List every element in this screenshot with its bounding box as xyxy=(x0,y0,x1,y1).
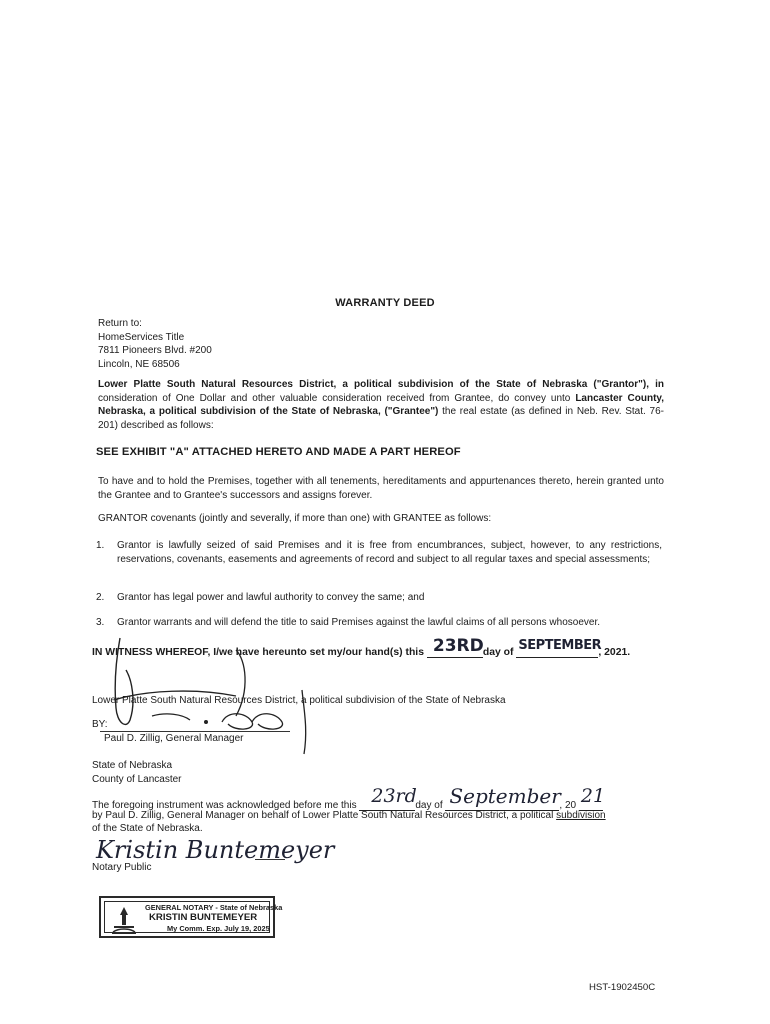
return-to-block xyxy=(98,317,212,371)
grantee-name-a: Lancaster xyxy=(575,392,623,404)
habendum-paragraph: To have and to hold the Premises, together with all tenements, hereditaments and appurtenances thereto, herein granted unto the Grantee and to Grantee's successors and assigns forever. xyxy=(98,476,664,501)
signatory-name: Paul D. Zillig, General Manager xyxy=(104,733,244,744)
ack-line2-underlined: subdivision xyxy=(556,810,606,821)
witness-year: , 2021. xyxy=(598,647,631,658)
grantor-clause: Lower Platte South Natural Resources District, a political subdivision of the State of Nebraska ("Grantor"), in xyxy=(98,379,664,390)
ack-year-handwritten: 21 xyxy=(580,785,606,807)
notary-signature: Kristin Buntemeyer xyxy=(96,836,335,864)
ack-prefix: The foregoing instrument was acknowledged before me this xyxy=(92,800,357,811)
seal-commission-expiry: My Comm. Exp. July 19, 2025 xyxy=(167,924,270,933)
venue-county: County of Lancaster xyxy=(92,773,182,785)
covenant-number: 3. xyxy=(96,617,105,628)
return-to-city: Lincoln, NE 68506 xyxy=(98,358,180,370)
covenant-text: Grantor is lawfully seized of said Premises and it is free from encumbrances, subject, however, to any restrictions, reservations, covenants, easements and agreements of record and subject to all regular taxes and special assessments; xyxy=(117,540,662,565)
ack-day-handwritten: 23rd xyxy=(371,785,417,807)
notary-public-label: Notary Public xyxy=(92,862,152,873)
covenants-intro: GRANTOR covenants (jointly and severally, if more than one) with GRANTEE as follows: xyxy=(98,513,492,524)
grantee-name-b: County, Nebraska, a political subdivision of the State of Nebraska, ("Grantee") xyxy=(98,392,664,417)
witness-day-of: day of xyxy=(482,647,514,658)
ack-year-prefix: , 20 xyxy=(559,800,577,811)
covenant-text: Grantor warrants and will defend the title to said Premises against the lawful claims of all persons whosoever. xyxy=(117,617,601,628)
ack-year-line xyxy=(579,785,606,811)
covenant-number: 2. xyxy=(96,592,105,603)
ack-line2-text: by Paul D. Zillig, General Manager on behalf of Lower Platte South Natural Resources District, a political xyxy=(92,810,554,821)
conveyance-paragraph xyxy=(98,378,664,432)
ack-day-line xyxy=(359,785,417,811)
acknowledgment-line-3: of the State of Nebraska. xyxy=(92,823,203,834)
venue-block xyxy=(92,759,182,786)
state-seal-icon xyxy=(111,905,137,935)
return-to-label: Return to: xyxy=(98,318,142,329)
covenant-text: Grantor has legal power and lawful authority to convey the same; and xyxy=(117,592,425,603)
consideration-clause: consideration of One Dollar and other valuable consideration received from Grantee, do convey unto xyxy=(98,392,571,404)
grantor-entity-line: Lower Platte South Natural Resources District, a political subdivision of the State of Nebraska xyxy=(92,695,506,706)
signature-line xyxy=(100,731,290,732)
return-to-street: 7811 Pioneers Blvd. #200 xyxy=(98,345,212,357)
witness-day-handwritten: 23RD xyxy=(432,636,484,656)
witness-month-handwritten: SEPTEMBER xyxy=(518,638,602,653)
acknowledgment-line-2 xyxy=(92,810,606,821)
witness-day-line xyxy=(427,636,484,658)
exhibit-heading: SEE EXHIBIT "A" ATTACHED HERETO AND MADE A PART HEREOF xyxy=(96,446,461,458)
ack-day-of: day of xyxy=(415,800,443,811)
ack-month-line xyxy=(445,784,561,811)
witness-prefix: IN WITNESS WHEREOF, I/we have hereunto set my/our hand(s) this xyxy=(92,647,424,658)
notary-seal xyxy=(99,896,283,938)
venue-state: State of Nebraska xyxy=(92,760,173,771)
notary-seal-border xyxy=(104,901,283,933)
real-estate-clause: the real estate (as defined in xyxy=(442,406,574,417)
return-to-company: HomeServices Title xyxy=(98,331,185,343)
document-title: WARRANTY DEED xyxy=(335,297,435,309)
ack-month-handwritten: September xyxy=(449,784,561,808)
seal-notary-name: KRISTIN BUNTEMEYER xyxy=(149,912,258,923)
witness-month-line xyxy=(516,638,602,658)
statute-clause: Neb. Rev. Stat. 76-201) described as follows: xyxy=(98,406,664,431)
covenant-number: 1. xyxy=(96,540,105,551)
seal-state-line: GENERAL NOTARY - State of Nebraska xyxy=(145,903,283,912)
document-number: HST-1902450C xyxy=(589,982,656,993)
notary-signature-line xyxy=(255,859,285,860)
acknowledgment-line-1 xyxy=(92,784,606,811)
by-label: BY: xyxy=(92,719,108,730)
